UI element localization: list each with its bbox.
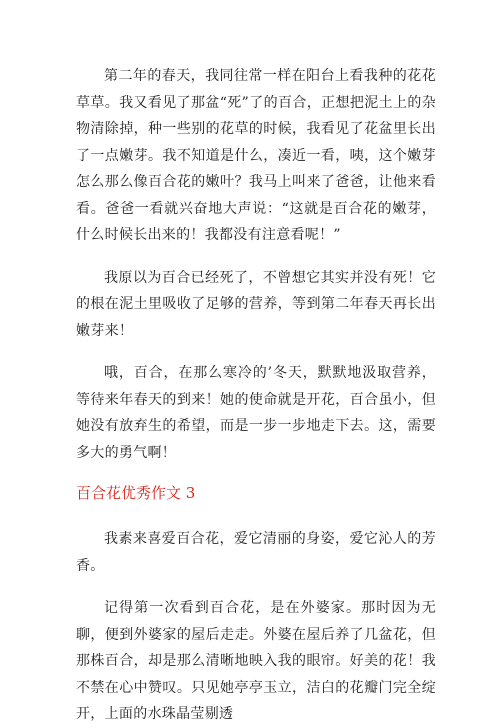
paragraph-love-lily: 我素来喜爱百合花，爱它清丽的身姿，爱它沁人的芳香。: [76, 531, 436, 574]
paragraph-lily-courage: 哦，百合，在那么寒冷的’冬天，默默地汲取营养，等待来年春天的到来！她的使命就是开花，百合虽小，但她没有放弃生的希望，而是一步一步地走下去。这，需要多大的勇气啊！: [76, 365, 436, 461]
paragraph-lily-not-dead: 我原以为百合已经死了，不曾想它其实并没有死！它的根在泥土里吸收了足够的营养，等到第二年春天再长出嫩芽来！: [76, 269, 436, 339]
section-heading: 百合花优秀作文 3: [76, 484, 196, 502]
paragraph-first-sight: 记得第一次看到百合花，是在外婆家。那时因为无聊，便到外婆家的屋后走走。外婆在屋后养了几盆花，但那株百合，却是那么清晰地映入我的眼帘。好美的花！我不禁在心中赞叹。只见她亭亭玉立，洁白的花瓣门完全绽开，上面的水珠晶莹剔透: [76, 600, 436, 722]
article-body: [76, 63, 436, 728]
paragraph-spring-discovery: 第二年的春天，我同往常一样在阳台上看我种的花花草草。我又看见了那盆“死”了的百合，正想把泥土上的杂物清除掉，种一些别的花草的时候，我看见了花盆里长出了一点嫩芽。我不知道是什么，凑近一看，咦，这个嫩芽怎么那么像百合花的嫩叶？我马上叫来了爸爸，让他来看看。爸爸一看就兴奋地大声说：“这就是百合花的嫩芽，什么时候长出来的！我都没有注意看呢！”: [76, 68, 436, 243]
